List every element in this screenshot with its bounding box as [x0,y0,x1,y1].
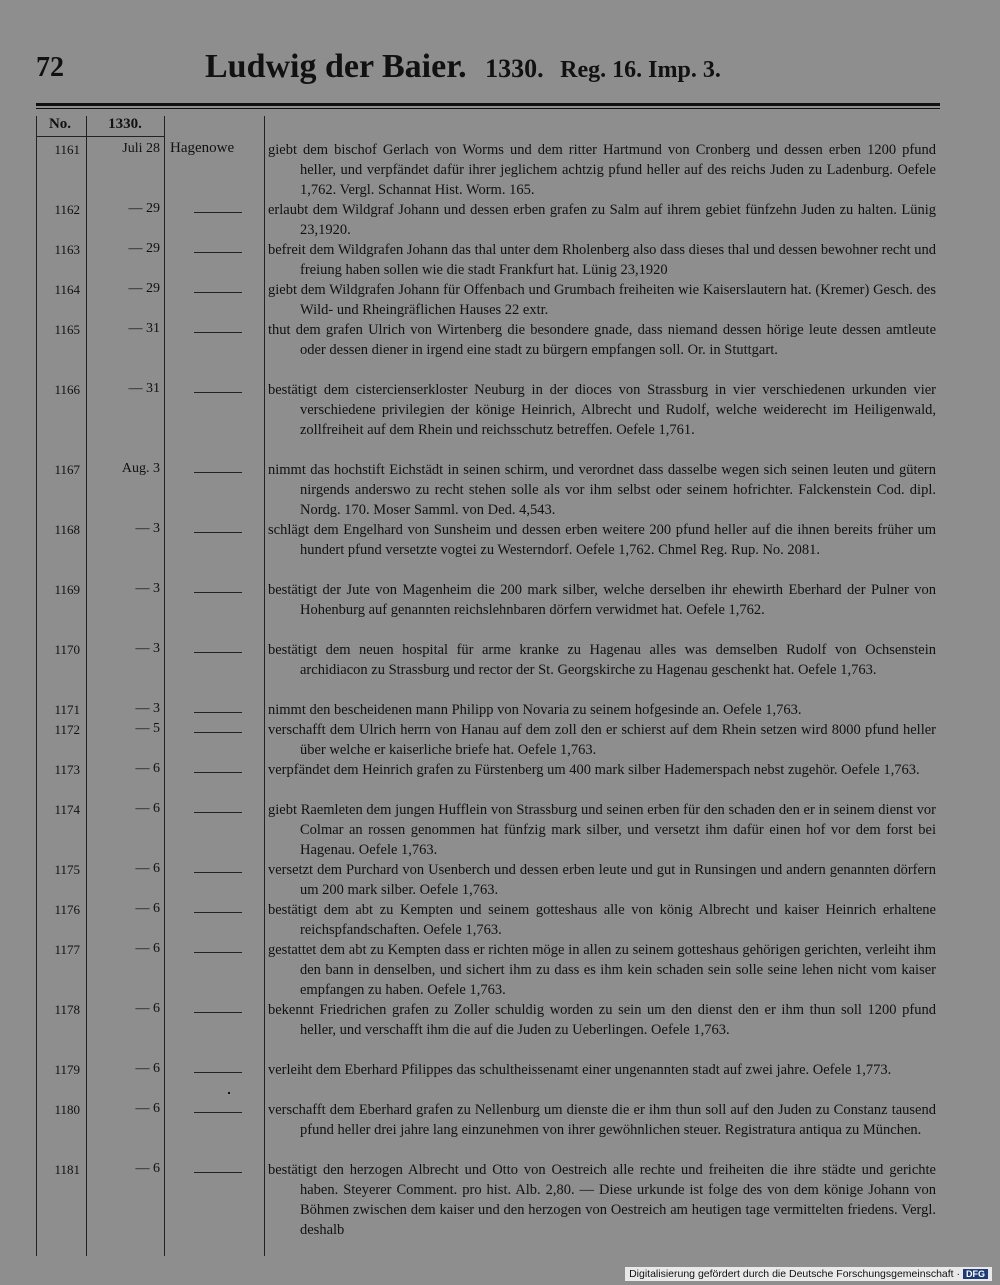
entry-text-body: befreit dem Wildgrafen Johann das thal unter dem Rholenberg also dass dieses thal und dessen bewohner recht und freiung haben sollen wie die stadt Frankfurt hat. Lünig 23,1920 [268,242,936,278]
entry-date: — 31 [128,321,160,336]
entry-text-body: nimmt das hochstift Eichstädt in seinen schirm, und verordnet dass dasselbe wegen sich seinen leuten und gütern nirgends anderswo zu recht stehen solle als vor ihm selbst oder seinem hofrichter. Falckenstein Cod. dipl. Nordg. 170. Moser Samml. von Ded. 4,543. [268,462,936,518]
entry-text-body: verschafft dem Eberhard grafen zu Nellenburg um dienste die er ihm thun soll auf den Juden zu Constanz tausend pfund heller drei jahre lang einzunehmen von ihrer gewöhnlichen steuer. Registratura antiqua zu München. [268,1102,936,1138]
entry-text [268,1060,936,1080]
entry-date: — 29 [128,201,160,216]
entry-number: 1162 [54,202,80,217]
entry-date: — 6 [135,761,160,776]
entry-number: 1169 [54,582,80,597]
ditto-rule [194,652,242,653]
entry-date: — 31 [128,381,160,396]
ditto-rule [194,732,242,733]
entry-date: — 29 [128,281,160,296]
header-row-rule [36,136,164,137]
header-rule-thick [36,103,940,106]
entry-text-body: bestätigt der Jute von Magenheim die 200 mark silber, welche derselben ihr ehewirth Eberhard der Pulner von Hohenburg auf genannten reichslehnbaren dörfern verwidmet hat. Oefele 1,762. [268,582,936,618]
entry-text [268,700,936,720]
entry-text-body: verschafft dem Ulrich herrn von Hanau auf dem zoll den er schierst auf dem Rhein setzen wird 8000 pfund heller über welche er kaiserliche briefe hat. Oefele 1,763. [268,722,936,758]
entry-text [268,380,936,440]
entry-number: 1163 [54,242,80,257]
entry-number: 1167 [54,462,80,477]
entry-date: — 5 [135,721,160,736]
entry-text-body: verpfändet dem Heinrich grafen zu Fürstenberg um 400 mark silber Hademerspach nebst zugehör. Oefele 1,763. [268,762,920,778]
entry-number: 1181 [54,1162,80,1177]
footer-credit [625,1267,992,1281]
entry-date: Aug. 3 [121,461,160,476]
entry-number: 1161 [54,142,80,157]
entry-text [268,640,936,680]
entry-number: 1165 [54,322,80,337]
entry-number: 1173 [54,762,80,777]
ditto-rule [194,292,242,293]
ditto-rule [194,1072,242,1073]
entry-text-body: versetzt dem Purchard von Usenberch und dessen erben leute und gut in Runsingen und andern genannten dörfern um 200 mark silber. Oefele 1,763. [268,862,936,898]
entry-date: — 3 [135,521,160,536]
entry-number: 1180 [54,1102,80,1117]
ditto-rule [194,872,242,873]
ditto-rule [194,392,242,393]
ditto-rule [194,712,242,713]
ditto-rule [194,252,242,253]
page-number: 72 [36,52,64,83]
entry-text [268,720,936,760]
entry-number: 1175 [54,862,80,877]
regesta-table [36,116,940,1256]
entry-text [268,1160,936,1240]
entry-date: Juli 28 [122,141,160,156]
entry-place: Hagenowe [170,140,235,156]
entry-number: 1166 [54,382,80,397]
ditto-rule [194,812,242,813]
entry-text [268,800,936,860]
entry-text-body: bestätigt dem neuen hospital für arme kranke zu Hagenau alles was demselben Rudolf von Ochsenstein archidiacon zu Strassburg und rector der St. Georgskirche zu Hagenau geschenkt hat. Oefele 1,763. [268,642,936,678]
column-rule [86,116,87,1256]
entry-text-body: gestattet dem abt zu Kempten dass er richten möge in allen zu seinem gotteshaus gehörigen gerichten, verleiht ihm den bann in denselben, und sichert ihm zu dass es ihm kein schaden sein solle seine lehen nicht vom kaiser empfangen zu haben. Oefele 1,763. [268,942,936,998]
entry-text [268,940,936,1000]
entry-number: 1164 [54,282,80,297]
entry-text-body: erlaubt dem Wildgraf Johann und dessen erben grafen zu Salm auf ihrem gebiet fünfzehn Juden zu halten. Lünig 23,1920. [268,202,936,238]
entry-date: — 6 [135,1001,160,1016]
entry-date: — 3 [135,641,160,656]
entry-text-body: giebt Raemleten dem jungen Hufflein von Strassburg und seinen erben für den schaden den er in seinem dienst vor Colmar an rossen genommen hat fünfzig mark silber, und versetzt ihm dafür einen hof vor dem forst bei Hagenau. Oefele 1,763. [268,802,936,858]
entry-number: 1171 [54,702,80,717]
entry-text [268,860,936,900]
ditto-rule [194,1172,242,1173]
entry-date: — 29 [128,241,160,256]
entry-date: — 6 [135,901,160,916]
column-rule [164,116,165,1256]
entry-text [268,200,936,240]
ditto-rule [194,1112,242,1113]
entry-number: 1174 [54,802,80,817]
ditto-rule [194,1012,242,1013]
entry-date: — 6 [135,1101,160,1116]
entry-text [268,460,936,520]
entry-text-body: giebt dem bischof Gerlach von Worms und dem ritter Hartmund von Cronberg und dessen erben 1200 pfund heller, und verpfändet dafür ihrer jeglichem achtzig pfund heller auf des reichs Juden zu Ladenburg. Oefele 1,762. Vergl. Schannat Hist. Worm. 165. [268,142,936,198]
entry-text [268,580,936,620]
column-rule [264,116,265,1256]
entry-number: 1168 [54,522,80,537]
page-title: Ludwig der Baier. [205,48,467,85]
entry-text-body: bekennt Friedrichen grafen zu Zoller schuldig worden zu sein um den dienst den er ihm thun soll 1200 pfund heller, und verschafft ihm die auf die Juden zu Ueberlingen. Oefele 1,763. [268,1002,936,1038]
ditto-rule [194,952,242,953]
entry-date: — 6 [135,861,160,876]
ditto-rule [194,532,242,533]
column-header-no: No. [48,116,72,132]
entry-number: 1178 [54,1002,80,1017]
ditto-rule [194,772,242,773]
entry-date: — 3 [135,581,160,596]
entry-number: 1179 [54,1062,80,1077]
entry-text-body: bestätigt den herzogen Albrecht und Otto von Oestreich alle rechte und freiheiten die ihre städte und gerichte haben. Steyerer Comment. pro hist. Alb. 2,80. — Diese urkunde ist folge des von dem könige Johann von Böhmen zwischen dem kaiser und den herzogen von Oestreich am heutigen tage vermittelten friedens. Vergl. deshalb [268,1162,936,1238]
ditto-rule [194,912,242,913]
running-head-regnal: Reg. 16. Imp. 3. [560,57,721,83]
entry-text-body: bestätigt dem cistercienserkloster Neuburg in der dioces von Strassburg in vier verschiedenen urkunden vier verschiedene privilegien der könige Heinrich, Albrecht und Rudolf, welche weiderecht im Heiligenwald, zollfreiheit auf dem Rhein und reichsschutz betreffen. Oefele 1,761. [268,382,936,438]
entry-text [268,140,936,200]
footer-text: Digitalisierung gefördert durch die Deutsche Forschungsgemeinschaft · [629,1268,960,1280]
ditto-rule [194,212,242,213]
entry-text-body: schlägt dem Engelhard von Sunsheim und dessen erben weitere 200 pfund heller auf die ihnen bereits früher um hundert pfund versetzte vogtei zu Westerndorf. Oefele 1,762. Chmel Reg. Rup. No. 2081. [268,522,936,558]
header-rule-thin [36,108,940,109]
entry-number: 1176 [54,902,80,917]
column-header-year: 1330. [108,116,142,132]
entry-text-body: nimmt den bescheidenen mann Philipp von Novaria zu seinem hofgesinde an. Oefele 1,763. [268,702,802,718]
entry-text [268,520,936,560]
print-speck [228,1092,230,1094]
entry-text-body: bestätigt dem abt zu Kempten und seinem gotteshaus alle von könig Albrecht und kaiser Heinrich erhaltene reichspfandschaften. Oefele 1,763. [268,902,936,938]
entry-date: — 6 [135,801,160,816]
entry-text [268,1000,936,1040]
dfg-logo: DFG [963,1269,988,1279]
entry-text [268,240,936,280]
entry-number: 1170 [54,642,80,657]
entry-number: 1177 [54,942,80,957]
ditto-rule [194,592,242,593]
entry-date: — 6 [135,1061,160,1076]
entry-date: — 3 [135,701,160,716]
entry-text-body: verleiht dem Eberhard Pfilippes das schultheissenamt einer ungenannten stadt auf zwei jahre. Oefele 1,773. [268,1062,892,1078]
entry-date: — 6 [135,941,160,956]
running-head-year: 1330. [485,54,544,83]
entry-text [268,760,936,780]
entry-text [268,1100,936,1140]
entry-date: — 6 [135,1161,160,1176]
entry-text [268,900,936,940]
ditto-rule [194,332,242,333]
entry-number: 1172 [54,722,80,737]
entry-text-body: giebt dem Wildgrafen Johann für Offenbach und Grumbach freiheiten wie Kaiserslautern hat. (Kremer) Gesch. des Wild- und Rheingräflichen Hauses 22 extr. [268,282,936,318]
running-head [205,48,721,86]
ditto-rule [194,472,242,473]
entry-text-body: thut dem grafen Ulrich von Wirtenberg die besondere gnade, dass niemand dessen hörige leute dessen amtleute oder dessen diener in irgend eine stadt zu bürgern empfangen soll. Or. in Stuttgart. [268,322,936,358]
entry-text [268,320,936,360]
entry-text [268,280,936,320]
